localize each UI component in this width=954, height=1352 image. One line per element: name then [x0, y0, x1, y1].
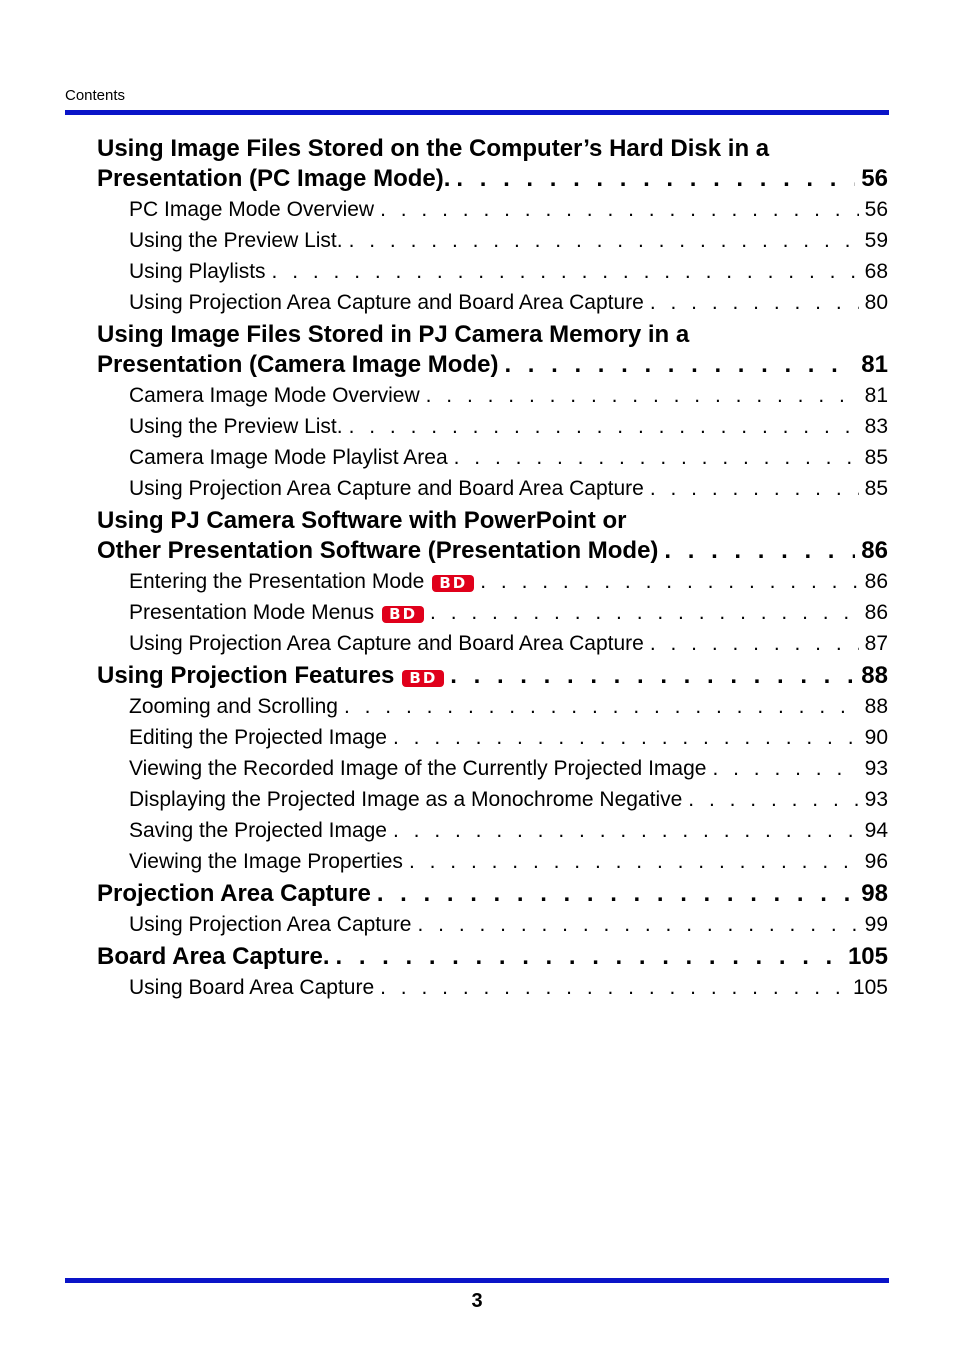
section-title-line[interactable]	[97, 134, 888, 164]
entry-page-number: 81	[864, 384, 888, 407]
dot-leader	[650, 473, 859, 504]
toc-section	[97, 942, 888, 1003]
entry-text: Viewing the Image Properties	[129, 850, 403, 873]
dot-leader	[450, 661, 855, 691]
section-title-entry[interactable]	[97, 536, 888, 566]
page-number: 3	[471, 1290, 483, 1312]
entry-page-number: 96	[864, 850, 888, 873]
dot-leader	[377, 879, 855, 909]
entry-text: Using Board Area Capture	[129, 976, 375, 999]
toc-entry[interactable]	[129, 442, 888, 473]
section-title-text: Presentation (Camera Image Mode)	[97, 351, 499, 378]
toc-entry[interactable]	[129, 225, 888, 256]
entry-text: Editing the Projected Image	[129, 726, 387, 749]
section-title-text: Projection Area Capture	[97, 880, 371, 907]
toc-section	[97, 506, 888, 659]
entry-page-number: 88	[864, 695, 888, 718]
header-label: Contents	[65, 87, 126, 104]
toc-entry[interactable]	[129, 909, 888, 940]
dot-leader	[418, 909, 859, 940]
entry-page-number: 87	[864, 632, 888, 655]
dot-leader	[380, 194, 859, 225]
toc-entry[interactable]	[129, 256, 888, 287]
entry-text: Using the Preview List.	[129, 229, 343, 252]
entry-text: Using Projection Area Capture and Board Area Capture	[129, 291, 644, 314]
toc-section	[97, 879, 888, 940]
toc-entry[interactable]	[129, 566, 888, 597]
section-title-text: Using Projection Features	[97, 662, 395, 689]
toc-entry[interactable]	[129, 628, 888, 659]
section-page-number: 98	[861, 880, 888, 907]
dot-leader	[456, 164, 855, 194]
entry-page-number: 93	[864, 757, 888, 780]
entry-page-number: 83	[864, 415, 888, 438]
bd-badge: BD	[432, 575, 474, 592]
dot-leader	[336, 942, 842, 972]
bd-badge: BD	[402, 670, 444, 687]
entry-text: Camera Image Mode Overview	[129, 384, 420, 407]
entry-page-number: 93	[864, 788, 888, 811]
entry-page-number: 85	[864, 477, 888, 500]
entry-page-number: 68	[864, 260, 888, 283]
dot-leader	[430, 597, 859, 628]
section-page-number: 81	[861, 351, 888, 378]
section-page-number: 86	[861, 537, 888, 564]
entry-page-number: 80	[864, 291, 888, 314]
bd-badge: BD	[382, 606, 424, 623]
toc-entry[interactable]	[129, 846, 888, 877]
section-title-text: Presentation (PC Image Mode).	[97, 165, 451, 192]
entry-page-number: 86	[864, 570, 888, 593]
entry-page-number: 86	[864, 601, 888, 624]
dot-leader	[393, 815, 859, 846]
dot-leader	[480, 566, 858, 597]
dot-leader	[712, 753, 858, 784]
entry-text: Entering the Presentation Mode	[129, 570, 425, 593]
section-title-text: Using Image Files Stored in PJ Camera Memory in a	[97, 321, 690, 348]
entry-page-number: 85	[864, 446, 888, 469]
section-page-number: 88	[861, 662, 888, 689]
section-title-entry[interactable]	[97, 661, 888, 691]
entry-page-number: 105	[852, 976, 888, 999]
dot-leader	[664, 536, 855, 566]
entry-text: Using Projection Area Capture	[129, 913, 412, 936]
toc-section	[97, 134, 888, 318]
toc-entry[interactable]	[129, 194, 888, 225]
footer-rule	[65, 1278, 889, 1283]
toc-entry[interactable]	[129, 473, 888, 504]
toc-section	[97, 661, 888, 877]
section-page-number: 56	[861, 165, 888, 192]
section-title-entry[interactable]	[97, 350, 888, 380]
entry-text: Using Projection Area Capture and Board Area Capture	[129, 632, 644, 655]
section-title-text: Board Area Capture.	[97, 943, 330, 970]
table-of-contents	[97, 134, 888, 1003]
entry-text: PC Image Mode Overview	[129, 198, 375, 221]
section-page-number: 105	[847, 943, 888, 970]
entry-page-number: 99	[864, 913, 888, 936]
toc-entry[interactable]	[129, 784, 888, 815]
dot-leader	[409, 846, 859, 877]
dot-leader	[426, 380, 859, 411]
section-title-line[interactable]	[97, 506, 888, 536]
toc-entry[interactable]	[129, 815, 888, 846]
toc-entry[interactable]	[129, 691, 888, 722]
section-title-entry[interactable]	[97, 164, 888, 194]
entry-text: Presentation Mode Menus	[129, 601, 375, 624]
toc-entry[interactable]	[129, 972, 888, 1003]
dot-leader	[349, 225, 859, 256]
section-title-text: Using Image Files Stored on the Computer’s Hard Disk in a	[97, 135, 770, 162]
section-title-line[interactable]	[97, 320, 888, 350]
dot-leader	[650, 628, 859, 659]
toc-entry[interactable]	[129, 287, 888, 318]
dot-leader	[688, 784, 858, 815]
dot-leader	[344, 691, 859, 722]
entry-text: Saving the Projected Image	[129, 819, 387, 842]
dot-leader	[272, 256, 859, 287]
toc-entry[interactable]	[129, 753, 888, 784]
dot-leader	[349, 411, 859, 442]
toc-entry[interactable]	[129, 722, 888, 753]
entry-text: Camera Image Mode Playlist Area	[129, 446, 448, 469]
entry-text: Zooming and Scrolling	[129, 695, 338, 718]
dot-leader	[504, 350, 855, 380]
section-title-text: Using PJ Camera Software with PowerPoint or	[97, 507, 627, 534]
header-rule	[65, 110, 889, 115]
entry-text: Using Playlists	[129, 260, 266, 283]
dot-leader	[380, 972, 847, 1003]
dot-leader	[454, 442, 859, 473]
section-title-text: Other Presentation Software (Presentation Mode)	[97, 537, 659, 564]
entry-page-number: 59	[864, 229, 888, 252]
entry-page-number: 94	[864, 819, 888, 842]
entry-page-number: 56	[864, 198, 888, 221]
toc-entry[interactable]	[129, 597, 888, 628]
entry-text: Using Projection Area Capture and Board Area Capture	[129, 477, 644, 500]
section-title-entry[interactable]	[97, 942, 888, 972]
section-title-entry[interactable]	[97, 879, 888, 909]
toc-section	[97, 320, 888, 504]
entry-text: Using the Preview List.	[129, 415, 343, 438]
toc-entry[interactable]	[129, 411, 888, 442]
entry-text: Displaying the Projected Image as a Monochrome Negative	[129, 788, 683, 811]
dot-leader	[650, 287, 859, 318]
toc-entry[interactable]	[129, 380, 888, 411]
entry-page-number: 90	[864, 726, 888, 749]
entry-text: Viewing the Recorded Image of the Currently Projected Image	[129, 757, 707, 780]
dot-leader	[393, 722, 859, 753]
